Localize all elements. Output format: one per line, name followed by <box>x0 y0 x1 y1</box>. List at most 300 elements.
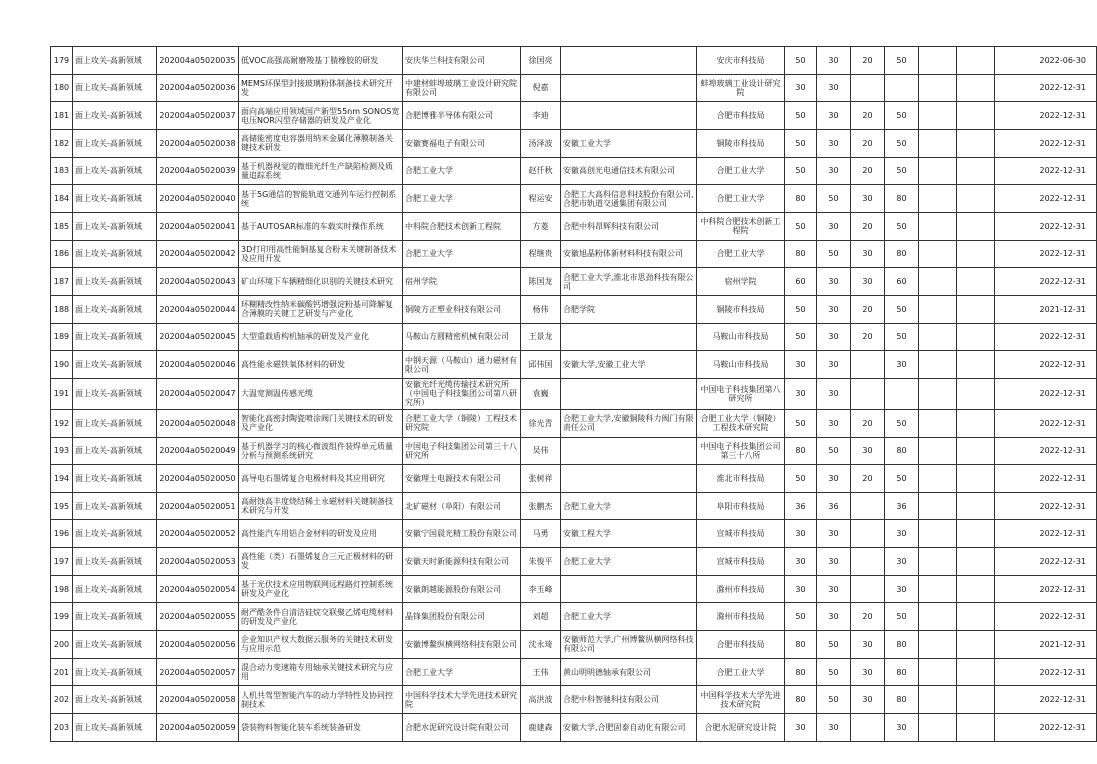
category-cell: 面上攻关-高新领域 <box>73 603 157 631</box>
funding-match-cell: 50 <box>885 102 919 130</box>
table-row <box>51 74 1097 102</box>
category-cell: 面上攻关-高新领域 <box>73 409 157 437</box>
department-cell: 中国电子科技集团第八研究所 <box>697 378 785 409</box>
department-cell: 合肥水泥研究设计院 <box>697 714 785 742</box>
funding-extra-a-cell <box>919 714 957 742</box>
row-number: 189 <box>51 323 73 351</box>
funding-extra-b-cell <box>957 102 995 130</box>
funding-extra-a-cell <box>919 212 957 240</box>
lead-unit-cell: 合肥工业大学 <box>403 240 521 268</box>
leader-cell: 吴伟 <box>521 437 561 465</box>
funding-total-cell: 50 <box>785 409 817 437</box>
category-cell: 面上攻关-高新领域 <box>73 378 157 409</box>
department-cell: 宣城市科技局 <box>697 520 785 548</box>
lead-unit-cell: 铜陵方正塑业科技有限公司 <box>403 295 521 323</box>
funding-match-cell: 80 <box>885 631 919 659</box>
funding-match-cell: 30 <box>885 575 919 603</box>
partner-unit-cell: 合肥工业大学 <box>561 548 697 576</box>
project-code-cell: 202004a05020049 <box>157 437 239 465</box>
funding-total-cell: 36 <box>785 492 817 520</box>
row-number: 200 <box>51 631 73 659</box>
project-code-cell: 202004a05020042 <box>157 240 239 268</box>
partner-unit-cell <box>561 437 697 465</box>
row-number: 179 <box>51 47 73 75</box>
partner-unit-cell: 合肥工业大学 <box>561 603 697 631</box>
partner-unit-cell: 合肥工业大学 <box>561 492 697 520</box>
funding-first-cell: 30 <box>817 409 851 437</box>
category-cell: 面上攻关-高新领域 <box>73 212 157 240</box>
funding-extra-a-cell <box>919 295 957 323</box>
end-date-cell: 2022-12-31 <box>995 686 1097 714</box>
project-code-cell: 202004a05020044 <box>157 295 239 323</box>
funding-extra-b-cell <box>957 631 995 659</box>
end-date-cell: 2022-12-31 <box>995 240 1097 268</box>
lead-unit-cell: 晶锋集团股份有限公司 <box>403 603 521 631</box>
department-cell: 宣城市科技局 <box>697 548 785 576</box>
project-code-cell: 202004a05020045 <box>157 323 239 351</box>
partner-unit-cell: 黄山明明德轴承有限公司 <box>561 658 697 686</box>
funding-extra-b-cell <box>957 378 995 409</box>
row-number: 196 <box>51 520 73 548</box>
project-title-cell: 高导电石墨烯复合电极材料及其应用研究 <box>239 465 403 493</box>
leader-cell: 徐光青 <box>521 409 561 437</box>
category-cell: 面上攻关-高新领域 <box>73 102 157 130</box>
lead-unit-cell: 中国科学技术大学先进技术研究院 <box>403 686 521 714</box>
project-title-cell: 高耐蚀高丰度烧结稀土永磁材料关键制备技术研究与开发 <box>239 492 403 520</box>
department-cell: 合肥市科技局 <box>697 102 785 130</box>
funding-match-cell: 80 <box>885 240 919 268</box>
funding-extra-a-cell <box>919 185 957 213</box>
funding-match-cell: 30 <box>885 548 919 576</box>
partner-unit-cell: 合肥工业大学,安徽铜陵科力阀门有限责任公司 <box>561 409 697 437</box>
partner-unit-cell <box>561 575 697 603</box>
table-row <box>51 548 1097 576</box>
leader-cell: 李玉峰 <box>521 575 561 603</box>
lead-unit-cell: 马鞍山方圆精密机械有限公司 <box>403 323 521 351</box>
category-cell: 面上攻关-高新领域 <box>73 686 157 714</box>
partner-unit-cell <box>561 323 697 351</box>
project-code-cell: 202004a05020056 <box>157 631 239 659</box>
funding-total-cell: 50 <box>785 295 817 323</box>
lead-unit-cell: 中国电子科技集团公司第三十八研究所 <box>403 437 521 465</box>
funding-extra-a-cell <box>919 575 957 603</box>
funding-total-cell: 50 <box>785 603 817 631</box>
department-cell: 合肥工业大学（铜陵）工程技术研究院 <box>697 409 785 437</box>
project-title-cell: 耐严酷条件自清洁硅烷交联聚乙烯电缆材料的研发及产业化 <box>239 603 403 631</box>
partner-unit-cell <box>561 378 697 409</box>
department-cell: 中科院合肥技术创新工程院 <box>697 212 785 240</box>
funding-first-cell: 30 <box>817 351 851 379</box>
end-date-cell: 2021-12-31 <box>995 631 1097 659</box>
end-date-cell: 2022-12-31 <box>995 212 1097 240</box>
leader-cell: 程继贵 <box>521 240 561 268</box>
department-cell: 铜陵市科技局 <box>697 295 785 323</box>
lead-unit-cell: 中科院合肥技术创新工程院 <box>403 212 521 240</box>
funding-extra-b-cell <box>957 492 995 520</box>
lead-unit-cell: 安徽博鳌纵横网络科技有限公司 <box>403 631 521 659</box>
table-row <box>51 714 1097 742</box>
funding-second-cell: 30 <box>851 240 885 268</box>
category-cell: 面上攻关-高新领域 <box>73 295 157 323</box>
category-cell: 面上攻关-高新领域 <box>73 492 157 520</box>
funding-extra-a-cell <box>919 351 957 379</box>
project-code-cell: 202004a05020057 <box>157 658 239 686</box>
lead-unit-cell: 宿州学院 <box>403 268 521 296</box>
funding-first-cell: 30 <box>817 323 851 351</box>
funding-first-cell: 30 <box>817 74 851 102</box>
funding-match-cell: 30 <box>885 714 919 742</box>
row-number: 203 <box>51 714 73 742</box>
lead-unit-cell: 北矿磁材（阜阳）有限公司 <box>403 492 521 520</box>
category-cell: 面上攻关-高新领域 <box>73 47 157 75</box>
project-title-cell: 智能化高密封陶瓷喷涂阀门关键技术的研发及产业化 <box>239 409 403 437</box>
funding-match-cell: 80 <box>885 686 919 714</box>
project-title-cell: 基于5G通信的智能轨道交通列车运行控制系统 <box>239 185 403 213</box>
end-date-cell: 2022-12-31 <box>995 658 1097 686</box>
funding-total-cell: 80 <box>785 658 817 686</box>
funding-total-cell: 30 <box>785 520 817 548</box>
project-code-cell: 202004a05020055 <box>157 603 239 631</box>
funding-extra-b-cell <box>957 157 995 185</box>
project-code-cell: 202004a05020048 <box>157 409 239 437</box>
funding-match-cell: 50 <box>885 212 919 240</box>
table-row <box>51 240 1097 268</box>
leader-cell: 邱伟国 <box>521 351 561 379</box>
partner-unit-cell <box>561 47 697 75</box>
partner-unit-cell: 安徽旭晶粉体新材料科技有限公司 <box>561 240 697 268</box>
table-row <box>51 102 1097 130</box>
project-code-cell: 202004a05020053 <box>157 548 239 576</box>
funding-first-cell: 30 <box>817 295 851 323</box>
project-code-cell: 202004a05020059 <box>157 714 239 742</box>
department-cell: 滁州市科技局 <box>697 575 785 603</box>
project-title-cell: 基于机器学习的核心微波组件装焊单元质量分析与预测系统研究 <box>239 437 403 465</box>
table-row <box>51 351 1097 379</box>
funding-first-cell: 30 <box>817 603 851 631</box>
end-date-cell: 2022-12-31 <box>995 378 1097 409</box>
lead-unit-cell: 合肥工业大学（铜陵）工程技术研究院 <box>403 409 521 437</box>
leader-cell: 汤泽波 <box>521 129 561 157</box>
table-row <box>51 520 1097 548</box>
funding-second-cell <box>851 492 885 520</box>
funding-extra-b-cell <box>957 603 995 631</box>
category-cell: 面上攻关-高新领域 <box>73 465 157 493</box>
funding-first-cell: 30 <box>817 157 851 185</box>
funding-first-cell: 30 <box>817 714 851 742</box>
partner-unit-cell: 合肥工业大学,淮北市思劲科技有限公司 <box>561 268 697 296</box>
leader-cell: 王景龙 <box>521 323 561 351</box>
leader-cell: 高洪波 <box>521 686 561 714</box>
project-code-cell: 202004a05020040 <box>157 185 239 213</box>
end-date-cell: 2022-12-31 <box>995 157 1097 185</box>
partner-unit-cell <box>561 74 697 102</box>
project-code-cell: 202004a05020035 <box>157 47 239 75</box>
funding-first-cell: 50 <box>817 437 851 465</box>
row-number: 202 <box>51 686 73 714</box>
category-cell: 面上攻关-高新领域 <box>73 351 157 379</box>
funding-extra-a-cell <box>919 102 957 130</box>
funding-extra-b-cell <box>957 185 995 213</box>
project-title-cell: 高性能汽车用铝合金材料的研发及应用 <box>239 520 403 548</box>
project-title-cell: 混合动力变速箱专用轴承关键技术研究与应用 <box>239 658 403 686</box>
funding-second-cell: 20 <box>851 323 885 351</box>
end-date-cell: 2022-12-31 <box>995 603 1097 631</box>
table-row <box>51 465 1097 493</box>
funding-second-cell: 20 <box>851 409 885 437</box>
funding-first-cell: 30 <box>817 268 851 296</box>
row-number: 184 <box>51 185 73 213</box>
project-title-cell: MEMS环保型封接玻璃粉体制备技术研究开发 <box>239 74 403 102</box>
department-cell: 合肥市科技局 <box>697 631 785 659</box>
department-cell: 马鞍山市科技局 <box>697 323 785 351</box>
funding-extra-b-cell <box>957 351 995 379</box>
funding-first-cell: 30 <box>817 47 851 75</box>
funding-total-cell: 30 <box>785 575 817 603</box>
table-row <box>51 157 1097 185</box>
funding-first-cell: 30 <box>817 465 851 493</box>
partner-unit-cell: 合肥中科智驰科技有限公司 <box>561 686 697 714</box>
funding-match-cell: 50 <box>885 603 919 631</box>
funding-extra-a-cell <box>919 378 957 409</box>
funding-total-cell: 80 <box>785 631 817 659</box>
funding-second-cell <box>851 520 885 548</box>
category-cell: 面上攻关-高新领域 <box>73 575 157 603</box>
funding-second-cell: 30 <box>851 268 885 296</box>
category-cell: 面上攻关-高新领域 <box>73 185 157 213</box>
category-cell: 面上攻关-高新领域 <box>73 631 157 659</box>
funding-match-cell: 50 <box>885 465 919 493</box>
end-date-cell: 2022-12-31 <box>995 185 1097 213</box>
funding-extra-a-cell <box>919 686 957 714</box>
leader-cell: 倪嘉 <box>521 74 561 102</box>
funding-extra-b-cell <box>957 437 995 465</box>
funding-extra-b-cell <box>957 74 995 102</box>
end-date-cell: 2021-12-31 <box>995 295 1097 323</box>
row-number: 181 <box>51 102 73 130</box>
funding-extra-a-cell <box>919 129 957 157</box>
funding-extra-a-cell <box>919 268 957 296</box>
project-code-cell: 202004a05020051 <box>157 492 239 520</box>
funding-first-cell: 50 <box>817 240 851 268</box>
funding-second-cell: 20 <box>851 465 885 493</box>
funding-match-cell: 30 <box>885 351 919 379</box>
category-cell: 面上攻关-高新领域 <box>73 129 157 157</box>
project-title-cell: 大型重载盾构机轴承的研发及产业化 <box>239 323 403 351</box>
row-number: 197 <box>51 548 73 576</box>
table-row <box>51 47 1097 75</box>
funding-extra-a-cell <box>919 240 957 268</box>
project-title-cell: 人机共驾型智能汽车的动力学特性及协同控制技术 <box>239 686 403 714</box>
funding-extra-a-cell <box>919 47 957 75</box>
end-date-cell: 2022-12-31 <box>995 520 1097 548</box>
funding-extra-a-cell <box>919 520 957 548</box>
funding-total-cell: 80 <box>785 686 817 714</box>
leader-cell: 朱俊平 <box>521 548 561 576</box>
department-cell: 安庆市科技局 <box>697 47 785 75</box>
funding-extra-b-cell <box>957 575 995 603</box>
end-date-cell: 2022-12-31 <box>995 437 1097 465</box>
funding-total-cell: 30 <box>785 351 817 379</box>
funding-total-cell: 80 <box>785 185 817 213</box>
funding-first-cell: 30 <box>817 575 851 603</box>
leader-cell: 马勇 <box>521 520 561 548</box>
category-cell: 面上攻关-高新领域 <box>73 240 157 268</box>
funding-second-cell: 20 <box>851 603 885 631</box>
project-title-cell: 面向高端应用领域国产新型55nm SONOS宽电压NOR闪型存储器的研发及产业化 <box>239 102 403 130</box>
funding-total-cell: 80 <box>785 240 817 268</box>
project-code-cell: 202004a05020039 <box>157 157 239 185</box>
funding-total-cell: 60 <box>785 268 817 296</box>
funding-first-cell: 50 <box>817 658 851 686</box>
table-row <box>51 492 1097 520</box>
project-title-cell: 矿山环境下车辆精细化识别的关键技术研究 <box>239 268 403 296</box>
project-title-cell: 基于AUTOSAR标准的车载实时操作系统 <box>239 212 403 240</box>
department-cell: 蚌埠玻璃工业设计研究院 <box>697 74 785 102</box>
end-date-cell: 2022-12-31 <box>995 323 1097 351</box>
lead-unit-cell: 中钢天源（马鞍山）通力磁材有限公司 <box>403 351 521 379</box>
table-row <box>51 631 1097 659</box>
project-title-cell: 基于光伏技术应用物联网远程路灯控制系统研发及产业化 <box>239 575 403 603</box>
funding-extra-a-cell <box>919 465 957 493</box>
funding-second-cell: 20 <box>851 157 885 185</box>
funding-extra-b-cell <box>957 714 995 742</box>
funding-extra-a-cell <box>919 157 957 185</box>
funding-extra-b-cell <box>957 129 995 157</box>
lead-unit-cell: 安徽光纤光缆传输技术研究所（中国电子科技集团公司第八研究所） <box>403 378 521 409</box>
funding-match-cell: 50 <box>885 295 919 323</box>
funding-total-cell: 50 <box>785 47 817 75</box>
funding-extra-a-cell <box>919 658 957 686</box>
funding-total-cell: 50 <box>785 212 817 240</box>
department-cell: 合肥工业大学 <box>697 658 785 686</box>
project-title-cell: 环糊精改性纳米碳酸钙增强淀粉基可降解复合薄膜的关键工艺研发与产业化 <box>239 295 403 323</box>
funding-second-cell: 20 <box>851 102 885 130</box>
project-title-cell: 3D打印用高性能铜基复合粉末关键制备技术及应用开发 <box>239 240 403 268</box>
funding-first-cell: 36 <box>817 492 851 520</box>
funding-extra-a-cell <box>919 437 957 465</box>
funding-total-cell: 80 <box>785 437 817 465</box>
row-number: 198 <box>51 575 73 603</box>
lead-unit-cell: 合肥工业大学 <box>403 185 521 213</box>
funding-second-cell <box>851 351 885 379</box>
project-title-cell: 袋装物料智能化装车系统装备研发 <box>239 714 403 742</box>
funding-first-cell: 30 <box>817 520 851 548</box>
leader-cell: 刘超 <box>521 603 561 631</box>
lead-unit-cell: 安庆华兰科技有限公司 <box>403 47 521 75</box>
funding-extra-a-cell <box>919 74 957 102</box>
funding-match-cell: 80 <box>885 185 919 213</box>
lead-unit-cell: 安徽天时新能源科技有限公司 <box>403 548 521 576</box>
funding-extra-b-cell <box>957 323 995 351</box>
row-number: 193 <box>51 437 73 465</box>
partner-unit-cell: 合肥工大高科信息科技股份有限公司,合肥市轨道交通集团有限公司 <box>561 185 697 213</box>
partner-unit-cell: 安徽工业大学 <box>561 129 697 157</box>
department-cell: 淮北市科技局 <box>697 465 785 493</box>
end-date-cell: 2022-12-31 <box>995 492 1097 520</box>
category-cell: 面上攻关-高新领域 <box>73 74 157 102</box>
lead-unit-cell: 安徽宁国晨光精工股份有限公司 <box>403 520 521 548</box>
table-row <box>51 603 1097 631</box>
table-row <box>51 575 1097 603</box>
funding-match-cell: 50 <box>885 323 919 351</box>
funding-match-cell: 60 <box>885 268 919 296</box>
lead-unit-cell: 中建材蚌埠玻璃工业设计研究院有限公司 <box>403 74 521 102</box>
funding-second-cell <box>851 575 885 603</box>
lead-unit-cell: 合肥水泥研究设计院有限公司 <box>403 714 521 742</box>
funding-extra-b-cell <box>957 240 995 268</box>
funding-second-cell <box>851 378 885 409</box>
funding-extra-b-cell <box>957 548 995 576</box>
funding-second-cell: 20 <box>851 129 885 157</box>
partner-unit-cell: 安徽工程大学 <box>561 520 697 548</box>
funding-match-cell: 30 <box>885 520 919 548</box>
funding-extra-a-cell <box>919 492 957 520</box>
partner-unit-cell: 安徽大学,合肥固泰自动化有限公司 <box>561 714 697 742</box>
funding-first-cell: 50 <box>817 185 851 213</box>
funding-extra-b-cell <box>957 520 995 548</box>
end-date-cell: 2022-12-31 <box>995 74 1097 102</box>
row-number: 192 <box>51 409 73 437</box>
leader-cell: 程运安 <box>521 185 561 213</box>
category-cell: 面上攻关-高新领域 <box>73 157 157 185</box>
project-code-cell: 202004a05020041 <box>157 212 239 240</box>
leader-cell: 沈永琦 <box>521 631 561 659</box>
table-row <box>51 378 1097 409</box>
funding-second-cell: 20 <box>851 295 885 323</box>
lead-unit-cell: 合肥工业大学 <box>403 658 521 686</box>
funding-total-cell: 50 <box>785 129 817 157</box>
leader-cell: 鹿建森 <box>521 714 561 742</box>
category-cell: 面上攻关-高新领域 <box>73 548 157 576</box>
department-cell: 铜陵市科技局 <box>697 129 785 157</box>
funding-extra-a-cell <box>919 548 957 576</box>
row-number: 180 <box>51 74 73 102</box>
leader-cell: 袁巍 <box>521 378 561 409</box>
row-number: 182 <box>51 129 73 157</box>
project-title-cell: 高储能密度电容器用纳米金属化薄膜制备关键技术研发 <box>239 129 403 157</box>
row-number: 185 <box>51 212 73 240</box>
funding-match-cell: 80 <box>885 658 919 686</box>
funding-match-cell: 80 <box>885 437 919 465</box>
funding-second-cell: 30 <box>851 631 885 659</box>
department-cell: 马鞍山市科技局 <box>697 351 785 379</box>
table-row <box>51 323 1097 351</box>
category-cell: 面上攻关-高新领域 <box>73 658 157 686</box>
table-row <box>51 129 1097 157</box>
department-cell: 中国电子科技集团公司第三十八所 <box>697 437 785 465</box>
funding-second-cell: 20 <box>851 47 885 75</box>
funding-extra-b-cell <box>957 295 995 323</box>
department-cell: 合肥工业大学 <box>697 185 785 213</box>
funding-match-cell <box>885 74 919 102</box>
funding-first-cell: 30 <box>817 102 851 130</box>
department-cell: 合肥工业大学 <box>697 157 785 185</box>
end-date-cell: 2022-12-31 <box>995 465 1097 493</box>
row-number: 191 <box>51 378 73 409</box>
leader-cell: 杨伟 <box>521 295 561 323</box>
end-date-cell: 2022-12-31 <box>995 575 1097 603</box>
department-cell: 合肥工业大学 <box>697 240 785 268</box>
project-title-cell: 企业知识产权大数据云服务的关键技术研发与应用示范 <box>239 631 403 659</box>
funding-second-cell <box>851 548 885 576</box>
funding-extra-b-cell <box>957 47 995 75</box>
partner-unit-cell: 安徽大学,安徽工业大学 <box>561 351 697 379</box>
funding-extra-b-cell <box>957 268 995 296</box>
leader-cell: 陈国龙 <box>521 268 561 296</box>
end-date-cell: 2022-12-31 <box>995 268 1097 296</box>
row-number: 195 <box>51 492 73 520</box>
row-number: 199 <box>51 603 73 631</box>
